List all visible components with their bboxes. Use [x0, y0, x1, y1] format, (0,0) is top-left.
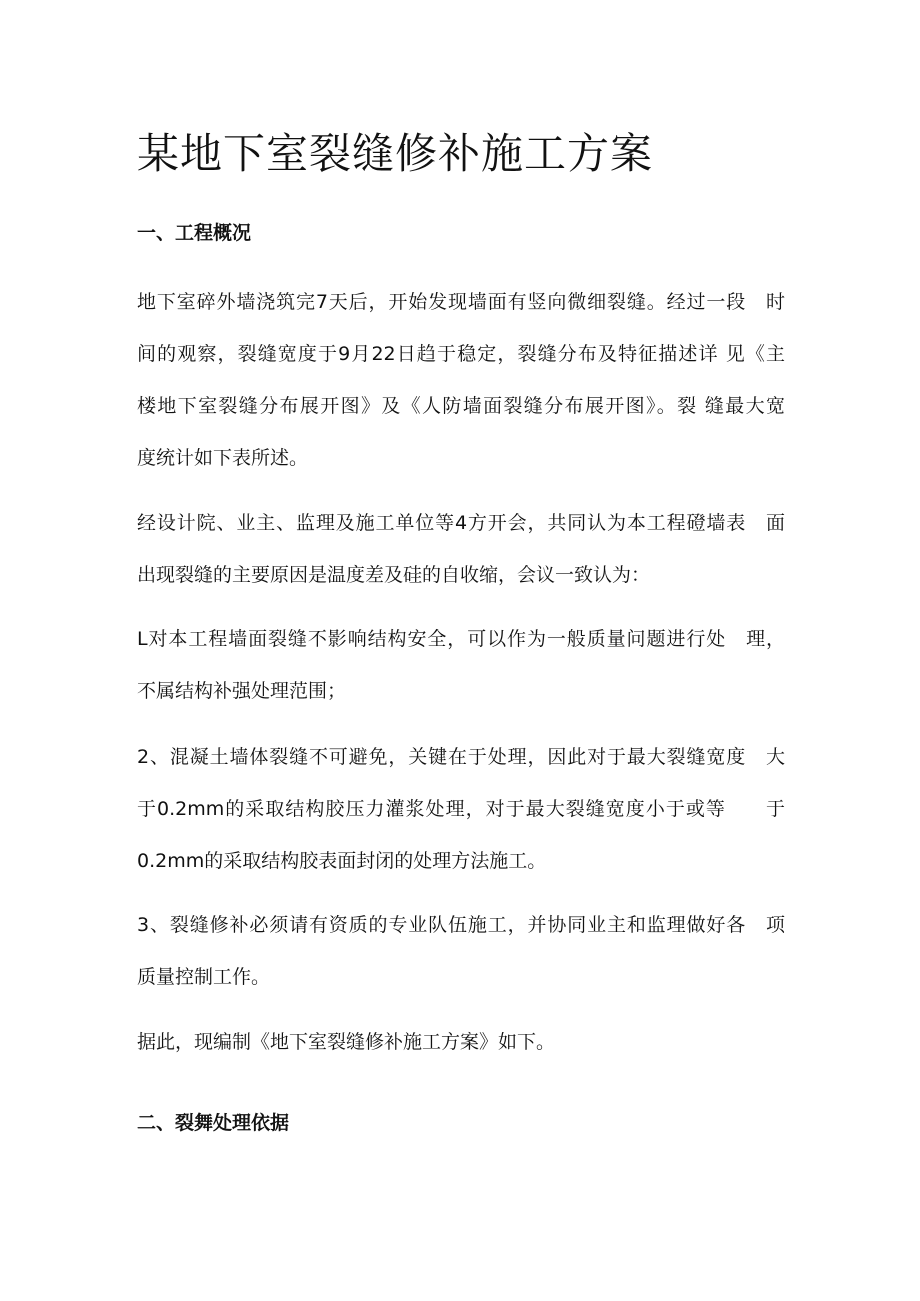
- document-title: 某地下室裂缝修补施工方案: [137, 129, 654, 178]
- paragraph-line: 度统计如下表所述。: [137, 447, 309, 469]
- paragraph-line: 不属结构补强处理范围；: [137, 680, 347, 702]
- paragraph-line: 出现裂缝的主要原因是温度差及硅的自收缩，会议一致认为：: [137, 564, 651, 586]
- paragraph-line: 质量控制工作。: [137, 966, 271, 988]
- paragraph-conclusion: [137, 1029, 797, 1081]
- paragraph-meeting: [137, 510, 797, 614]
- section-heading-overview: 一、工程概况: [137, 222, 252, 244]
- paragraph-line: 于0.2mm的采取结构胶压力灌浆处理，对于最大裂缝宽度小于或等 于: [137, 798, 785, 820]
- paragraph-line: 经设计院、业主、监理及施工单位等4方开会，共同认为本工程磴墙表 面: [137, 512, 785, 534]
- paragraph-line: 地下室碎外墙浇筑完7天后，开始发现墙面有竖向微细裂缝。经过一段 时: [137, 291, 785, 313]
- paragraph-overview: [137, 289, 797, 497]
- paragraph-line: 2、混凝土墙体裂缝不可避免，关键在于处理，因此对于最大裂缝宽度 大: [137, 746, 785, 768]
- paragraph-line: 间的观察，裂缝宽度于9月22日趋于稳定，裂缝分布及特征描述详 见《主: [137, 343, 785, 365]
- paragraph-line: 据此，现编制《地下室裂缝修补施工方案》如下。: [137, 1031, 556, 1053]
- paragraph-line: 楼地下室裂缝分布展开图》及《人防墙面裂缝分布展开图》。裂 缝最大宽: [137, 395, 785, 417]
- paragraph-item-2: [137, 744, 797, 900]
- paragraph-line: L对本工程墙面裂缝不影响结构安全，可以作为一般质量问题进行处 理，: [137, 628, 785, 650]
- paragraph-line: 0.2mm的采取结构胶表面封闭的处理方法施工。: [137, 850, 547, 872]
- paragraph-item-3: [137, 912, 797, 1016]
- paragraph-line: 3、裂缝修补必须请有资质的专业队伍施工，并协同业主和监理做好各 项: [137, 914, 785, 936]
- paragraph-item-1: [137, 626, 797, 730]
- section-heading-basis: 二、裂舞处理依据: [137, 1112, 290, 1134]
